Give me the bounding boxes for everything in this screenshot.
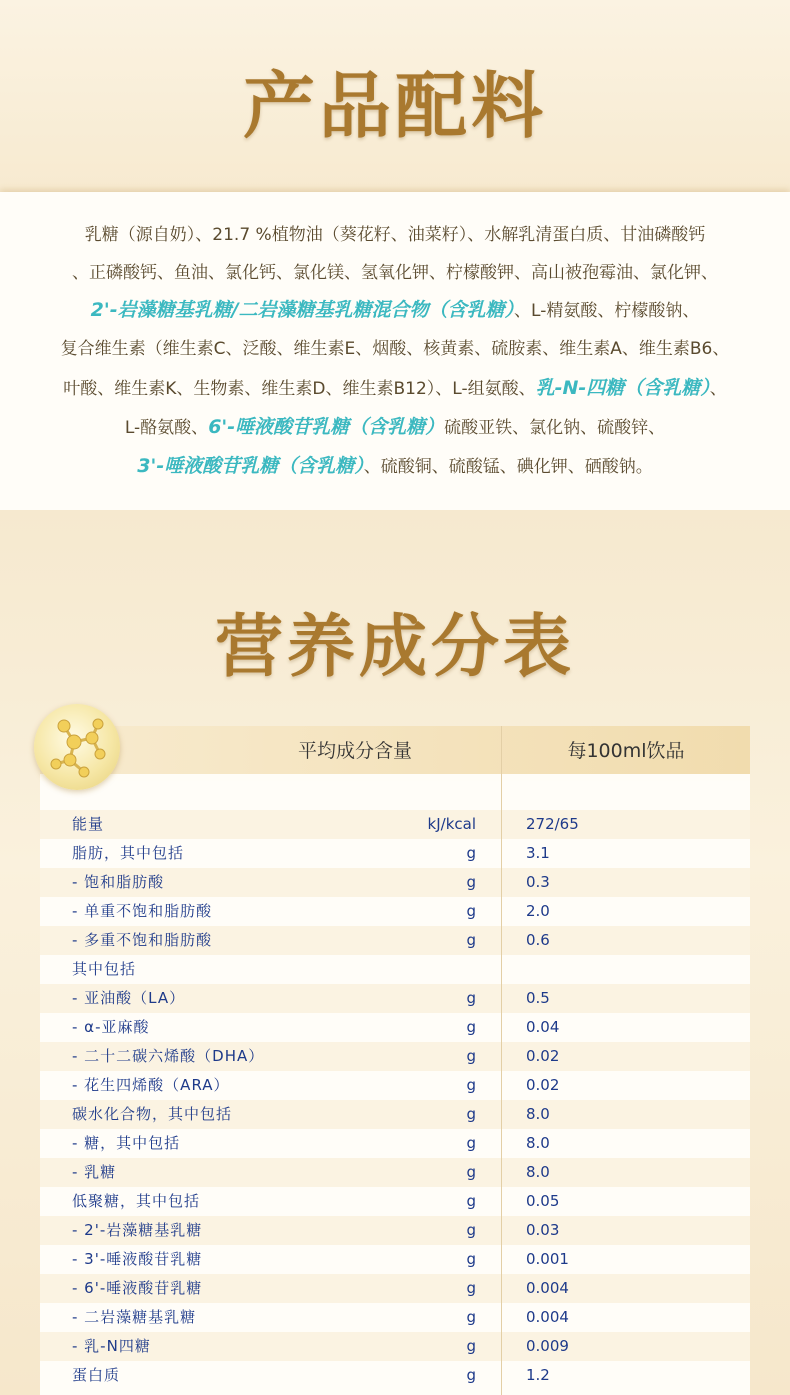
table-header (40, 726, 750, 774)
nutrient-unit: g (466, 1047, 476, 1065)
nutrient-value: 8.0 (526, 1105, 550, 1123)
nutrient-unit: g (466, 1279, 476, 1297)
nutrient-value: 0.009 (526, 1337, 569, 1355)
molecule-icon (34, 704, 120, 790)
nutrient-value: 272/65 (526, 815, 579, 833)
table-row (40, 1332, 750, 1361)
nutrient-unit: g (466, 931, 476, 949)
nutrient-unit: g (466, 1018, 476, 1036)
nutrient-name: - 花生四烯酸（ARA） (72, 1076, 230, 1094)
table-row (40, 1158, 750, 1187)
nutrient-name: - 2'-岩藻糖基乳糖 (72, 1221, 203, 1239)
ingredients-title: 产品配料 (242, 64, 547, 148)
ingredient-text: 叶酸、维生素K、生物素、维生素D、维生素B12）、L-组氨酸、 (63, 379, 536, 399)
nutrient-unit: g (466, 844, 476, 862)
nutrient-name: - 单重不饱和脂肪酸 (72, 902, 213, 920)
table-row (40, 955, 750, 984)
nutrient-name: - 亚油酸（LA） (72, 989, 186, 1007)
header-average-content: 平均成分含量 (297, 740, 412, 762)
nutrient-value: 0.3 (526, 873, 550, 891)
ingredient-text: L-酪氨酸、 (124, 418, 209, 438)
ingredients-line (0, 412, 790, 439)
nutrient-unit: kJ/kcal (427, 815, 476, 833)
nutrient-name: 能量 (72, 815, 105, 833)
nutrition-table (40, 726, 750, 1395)
header-per-100ml: 每100ml饮品 (567, 740, 685, 762)
table-row (40, 1303, 750, 1332)
nutrient-unit: g (466, 1221, 476, 1239)
nutrient-value: 0.001 (526, 1250, 569, 1268)
nutrient-unit: g (466, 989, 476, 1007)
ingredients-line (0, 220, 790, 245)
nutrient-name: 碳水化合物，其中包括 (72, 1105, 233, 1123)
nutrient-value: 0.5 (526, 989, 550, 1007)
ingredient-text: 复合维生素（维生素C、泛酸、维生素E、烟酸、核黄素、硫胺素、维生素A、维生素B6、 (60, 339, 730, 359)
ingredient-highlight: 3'-唾液酸苷乳糖（含乳糖） (137, 455, 364, 477)
nutrient-value: 0.02 (526, 1076, 560, 1094)
table-row (40, 1216, 750, 1245)
table-row (40, 1042, 750, 1071)
ingredient-text: 、硫酸铜、硫酸锰、碘化钾、硒酸钠。 (363, 457, 653, 477)
nutrient-unit: g (466, 1308, 476, 1326)
table-row (40, 810, 750, 839)
ingredients-line (0, 295, 790, 322)
nutrient-name: 脂肪，其中包括 (72, 844, 185, 862)
ingredient-highlight: 2'-岩藻糖基乳糖/二岩藻糖基乳糖混合物（含乳糖） (90, 299, 515, 321)
nutrient-value: 2.0 (526, 902, 550, 920)
ingredient-highlight: 6'-唾液酸苷乳糖（含乳糖） (208, 416, 445, 438)
table-row (40, 984, 750, 1013)
table-row (40, 1187, 750, 1216)
nutrient-value: 0.6 (526, 931, 550, 949)
table-row (40, 1245, 750, 1274)
ingredient-text: 、 (709, 379, 727, 399)
nutrient-name: - 二十二碳六烯酸（DHA） (72, 1047, 265, 1065)
column-divider (501, 726, 502, 1395)
nutrient-value: 3.1 (526, 844, 550, 862)
nutrient-name: - 糖，其中包括 (72, 1134, 181, 1152)
nutrient-value: 0.04 (526, 1018, 560, 1036)
nutrient-value: 8.0 (526, 1134, 550, 1152)
nutrient-value: 0.02 (526, 1047, 560, 1065)
table-row (40, 1274, 750, 1303)
ingredients-line (0, 373, 790, 400)
table-row (40, 781, 750, 810)
nutrient-value: 1.2 (526, 1366, 550, 1384)
ingredient-text: 、L-精氨酸、柠檬酸钠、 (514, 301, 700, 321)
nutrition-title: 营养成分表 (214, 608, 575, 687)
ingredients-line (0, 451, 790, 478)
nutrient-name: - 二岩藻糖基乳糖 (72, 1308, 197, 1326)
ingredients-line (0, 258, 790, 283)
nutrient-name: - 乳糖 (72, 1163, 117, 1181)
table-row (40, 868, 750, 897)
nutrient-name: - 3'-唾液酸苷乳糖 (72, 1250, 203, 1268)
ingredient-text: 硫酸亚铁、氯化钠、硫酸锌、 (444, 418, 666, 438)
nutrient-unit: g (466, 1105, 476, 1123)
nutrient-unit: g (466, 1163, 476, 1181)
table-row (40, 1361, 750, 1390)
ingredient-highlight: 乳-N-四糖（含乳糖） (535, 377, 710, 399)
table-row (40, 839, 750, 868)
nutrient-value: 0.004 (526, 1308, 569, 1326)
nutrient-unit: g (466, 1250, 476, 1268)
nutrient-unit: g (466, 873, 476, 891)
nutrient-unit: g (466, 1076, 476, 1094)
nutrient-name: - 乳-N四糖 (72, 1337, 151, 1355)
table-row (40, 1129, 750, 1158)
nutrient-name: - 多重不饱和脂肪酸 (72, 931, 213, 949)
nutrient-value: 0.004 (526, 1279, 569, 1297)
nutrient-unit: g (466, 902, 476, 920)
table-row (40, 1071, 750, 1100)
nutrient-name: - 6'-唾液酸苷乳糖 (72, 1279, 203, 1297)
table-row (40, 1013, 750, 1042)
table-row (40, 926, 750, 955)
nutrient-name: 蛋白质 (72, 1366, 121, 1384)
nutrient-name: 低聚糖，其中包括 (72, 1192, 201, 1210)
table-row (40, 897, 750, 926)
ingredient-text: 乳糖（源自奶）、21.7 %植物油（葵花籽、油菜籽）、水解乳清蛋白质、甘油磷酸钙 (84, 225, 706, 245)
table-row (40, 1100, 750, 1129)
ingredient-text: 、正磷酸钙、鱼油、氯化钙、氯化镁、氢氧化钾、柠檬酸钾、高山被孢霉油、氯化钾、 (72, 263, 718, 283)
nutrient-unit: g (466, 1337, 476, 1355)
ingredients-panel (0, 192, 790, 510)
nutrient-unit: g (466, 1366, 476, 1384)
ingredients-line (0, 334, 790, 359)
nutrient-name: - α-亚麻酸 (72, 1018, 150, 1036)
nutrient-value: 8.0 (526, 1163, 550, 1181)
nutrient-value: 0.05 (526, 1192, 560, 1210)
nutrient-unit: g (466, 1192, 476, 1210)
nutrient-value: 0.03 (526, 1221, 560, 1239)
nutrient-name: - 饱和脂肪酸 (72, 873, 165, 891)
nutrient-name: 其中包括 (72, 960, 137, 978)
nutrient-unit: g (466, 1134, 476, 1152)
